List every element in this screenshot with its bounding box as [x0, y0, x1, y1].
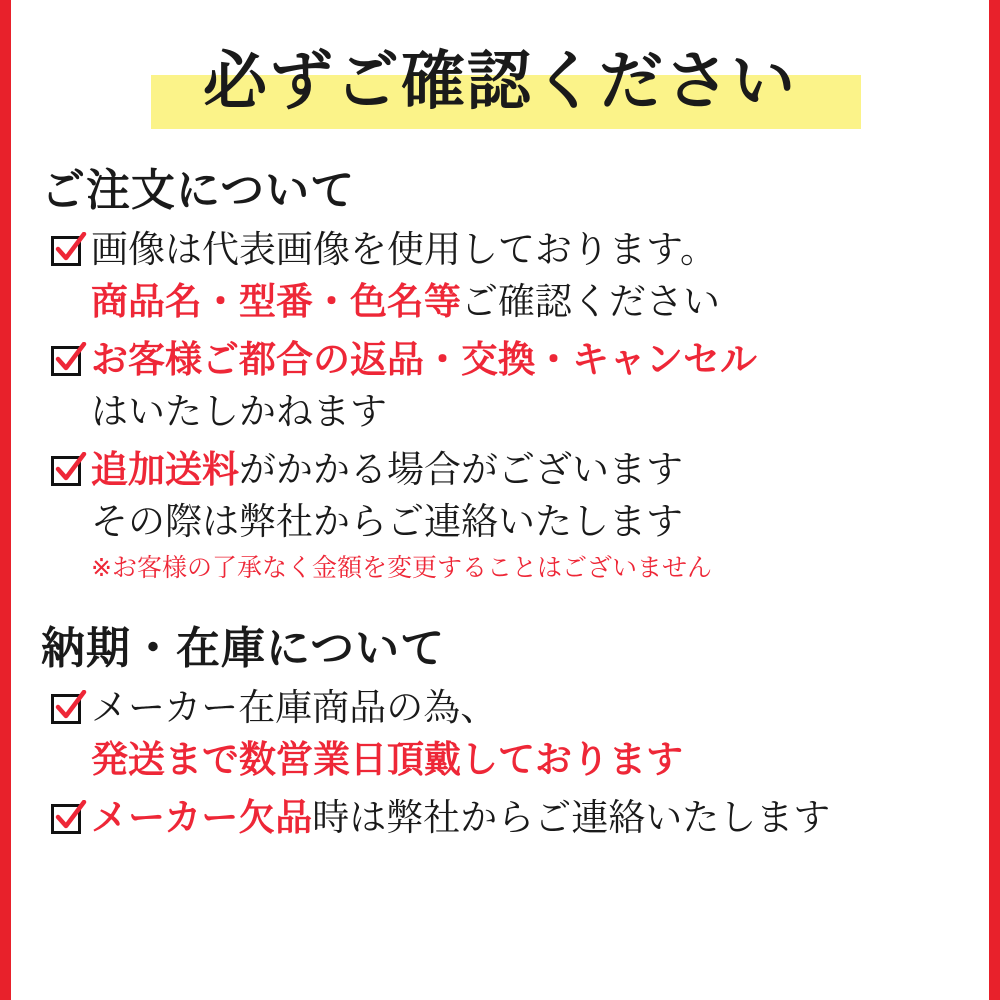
right-red-bar — [989, 0, 1000, 1000]
notice-line-black: ご確認ください — [461, 280, 720, 323]
page-title: 必ずご確認ください — [203, 45, 797, 119]
notice-line: 発送まで数営業日頂戴しております — [91, 738, 683, 781]
notice-line: その際は弊社からご連絡いたします — [91, 500, 683, 543]
checkbox-checked-icon — [49, 452, 87, 490]
notice-item — [49, 334, 989, 438]
notice-line: 画像は代表画像を使用しております。 — [91, 228, 718, 271]
notice-line-black: がかかる場合がございます — [239, 448, 683, 491]
checkbox-checked-icon — [49, 232, 87, 270]
notice-line: はいたしかねます — [91, 390, 387, 433]
left-red-bar — [0, 0, 11, 1000]
notice-line-red: メーカー欠品 — [91, 796, 313, 839]
notice-line: メーカー在庫商品の為、 — [91, 686, 498, 729]
notice-item-text — [91, 334, 989, 438]
notice-line — [91, 444, 989, 496]
notice-footnote: ※お客様の了承なく金額を変更することはございません — [91, 553, 712, 582]
checkbox-checked-icon — [49, 690, 87, 728]
notice-line: お客様ご都合の返品・交換・キャンセル — [91, 338, 757, 381]
notice-item — [49, 444, 989, 586]
checkbox-checked-icon — [49, 342, 87, 380]
notice-item — [49, 792, 989, 844]
notice-line — [91, 792, 989, 844]
title-block — [11, 30, 989, 140]
notice-item — [49, 224, 989, 328]
notice-item-text — [91, 224, 989, 328]
notice-line — [91, 276, 989, 328]
notice-item-text — [91, 444, 989, 586]
checkbox-checked-icon — [49, 800, 87, 838]
notice-item-text — [91, 792, 989, 844]
notice-content — [11, 0, 989, 1000]
section-heading-delivery: 納期・在庫について — [41, 623, 446, 674]
notice-item-text — [91, 682, 989, 786]
notice-line-red: 追加送料 — [91, 448, 239, 491]
notice-item — [49, 682, 989, 786]
notice-line-black: 時は弊社からご連絡いたします — [312, 796, 831, 839]
notice-line-red: 商品名・型番・色名等 — [91, 280, 461, 323]
section-heading-orders: ご注文について — [41, 165, 356, 216]
